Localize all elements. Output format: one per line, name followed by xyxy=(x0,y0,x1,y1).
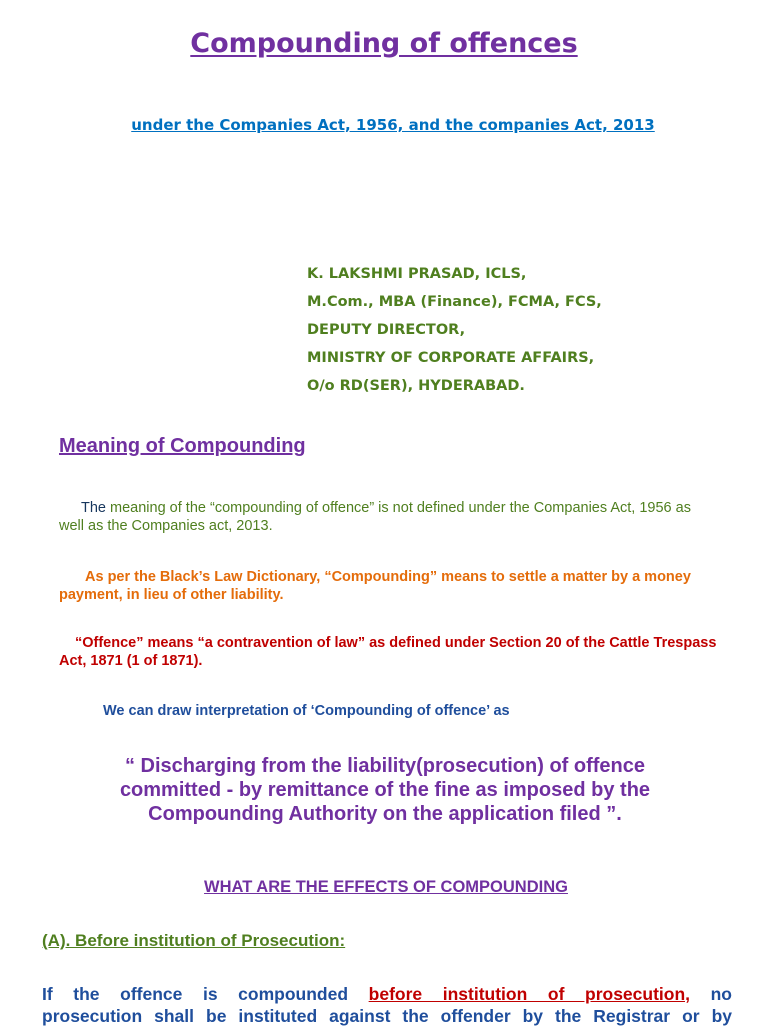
interpretation-line: We can draw interpretation of ‘Compounding of offence’ as xyxy=(103,703,510,719)
highlighted-phrase: before institution of prosecution, xyxy=(368,984,691,1004)
effects-heading: WHAT ARE THE EFFECTS OF COMPOUNDING xyxy=(204,878,568,896)
page-subtitle: under the Companies Act, 1956, and the companies Act, 2013 xyxy=(131,116,655,134)
author-block xyxy=(307,260,602,400)
quote-line: Compounding Authority on the application filed ”. xyxy=(148,803,622,825)
offence-paragraph xyxy=(59,634,719,670)
meaning-paragraph xyxy=(59,499,719,535)
effects-paragraph xyxy=(42,983,732,1027)
effects-line: prosecution shall be instituted against the offender by the Registrar or by xyxy=(42,1006,732,1026)
definition-quote xyxy=(60,754,710,826)
page-title: Compounding of offences xyxy=(190,28,578,59)
author-line: M.Com., MBA (Finance), FCMA, FCS, xyxy=(307,294,602,310)
quote-line: committed - by remittance of the fine as imposed by the xyxy=(119,779,651,801)
author-line: DEPUTY DIRECTOR, xyxy=(307,322,466,338)
blacks-law-paragraph xyxy=(59,568,719,604)
author-line: K. LAKSHMI PRASAD, ICLS, xyxy=(307,266,527,282)
offence-text: “Offence” means “a contravention of law” as defined under Section 20 of the Cattle Trespass Act, 1871 (1 of 1871). xyxy=(59,635,717,669)
meaning-paragraph-start: The xyxy=(81,500,106,516)
author-line: MINISTRY OF CORPORATE AFFAIRS, xyxy=(307,350,595,366)
effects-line: If the offence is compounded before institution of prosecution, no xyxy=(42,984,732,1004)
quote-line: “ Discharging from the liability(prosecution) of offence xyxy=(124,755,646,777)
meaning-heading: Meaning of Compounding xyxy=(59,435,306,457)
before-prosecution-heading: (A). Before institution of Prosecution: xyxy=(42,931,346,950)
meaning-paragraph-rest: meaning of the “compounding of offence” is not defined under the Companies Act, 1956 as well as the Companies act, 2013. xyxy=(59,500,691,534)
author-line: O/o RD(SER), HYDERABAD. xyxy=(307,378,525,394)
blacks-law-text: As per the Black’s Law Dictionary, “Compounding” means to settle a matter by a money payment, in lieu of other liability. xyxy=(59,569,691,603)
